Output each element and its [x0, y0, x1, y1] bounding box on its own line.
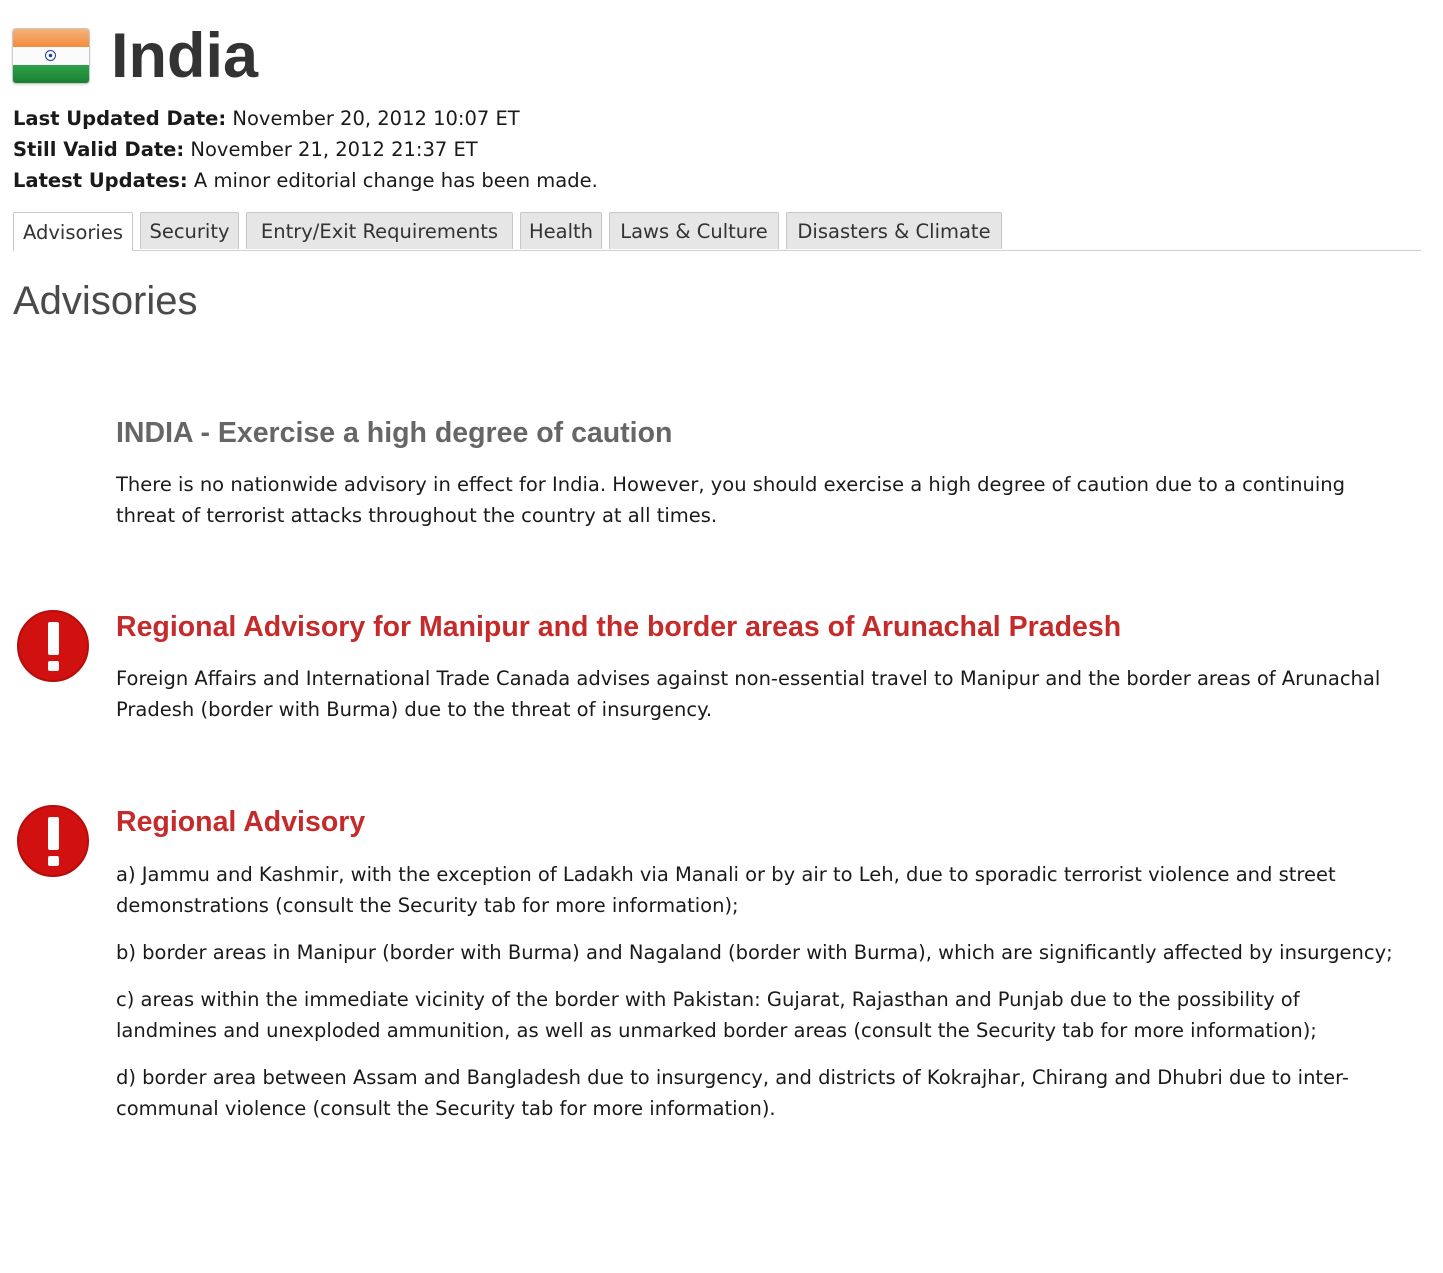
tab-laws-culture[interactable]: Laws & Culture [609, 212, 779, 249]
india-flag-icon [13, 29, 89, 83]
section-title: Advisories [13, 279, 198, 323]
last-updated-row [13, 103, 598, 134]
still-valid-row [13, 134, 598, 165]
still-valid-label: Still Valid Date: [13, 138, 185, 161]
advisory-title: INDIA - Exercise a high degree of caution [116, 417, 673, 449]
advisory-title: Regional Advisory [116, 806, 366, 838]
advisory-title: Regional Advisory for Manipur and the border areas of Arunachal Pradesh [116, 611, 1122, 643]
latest-updates-label: Latest Updates: [13, 169, 188, 192]
advisory-item-b: b) border areas in Manipur (border with Burma) and Nagaland (border with Burma), which are significantly affected by insurgency; [116, 941, 1393, 964]
tab-health[interactable]: Health [520, 212, 602, 249]
last-updated-label: Last Updated Date: [13, 107, 227, 130]
still-valid-value: November 21, 2012 21:37 ET [190, 138, 478, 161]
country-title: India [111, 21, 259, 91]
last-updated-value: November 20, 2012 10:07 ET [232, 107, 520, 130]
tab-disasters-climate[interactable]: Disasters & Climate [786, 212, 1002, 249]
regional-advisory-manipur [116, 609, 1406, 725]
advisory-item-c: c) areas within the immediate vicinity of the border with Pakistan: Gujarat, Rajasthan and Punjab due to the possibility of landmines and unexploded ammunition, as well as unmarked border areas (consult the Security tab for more information); [116, 988, 1317, 1042]
tab-entry-exit-requirements[interactable]: Entry/Exit Requirements [246, 212, 513, 249]
latest-updates-row [13, 165, 598, 196]
tab-bar [13, 212, 1421, 251]
exclamation-warning-icon [17, 610, 89, 682]
regional-advisory-list [116, 804, 1406, 1124]
latest-updates-value: A minor editorial change has been made. [193, 169, 598, 192]
page-header [13, 20, 258, 92]
national-advisory [116, 415, 1406, 531]
tab-security[interactable]: Security [140, 212, 239, 249]
advisory-text: There is no nationwide advisory in effect for India. However, you should exercise a high degree of caution due to a continuing threat of terrorist attacks throughout the country at all times. [116, 473, 1346, 527]
tab-advisories[interactable]: Advisories [13, 212, 133, 251]
exclamation-warning-icon [17, 805, 89, 877]
advisory-item-a: a) Jammu and Kashmir, with the exception of Ladakh via Manali or by air to Leh, due to sporadic terrorist violence and street demonstrations (consult the Security tab for more information); [116, 863, 1336, 917]
advisory-item-d: d) border area between Assam and Bangladesh due to insurgency, and districts of Kokrajhar, Chirang and Dhubri due to inter-communal violence (consult the Security tab for more information). [116, 1066, 1349, 1120]
update-info [13, 103, 598, 196]
advisory-text: Foreign Affairs and International Trade Canada advises against non-essential travel to Manipur and the border areas of Arunachal Pradesh (border with Burma) due to the threat of insurgency. [116, 667, 1381, 721]
